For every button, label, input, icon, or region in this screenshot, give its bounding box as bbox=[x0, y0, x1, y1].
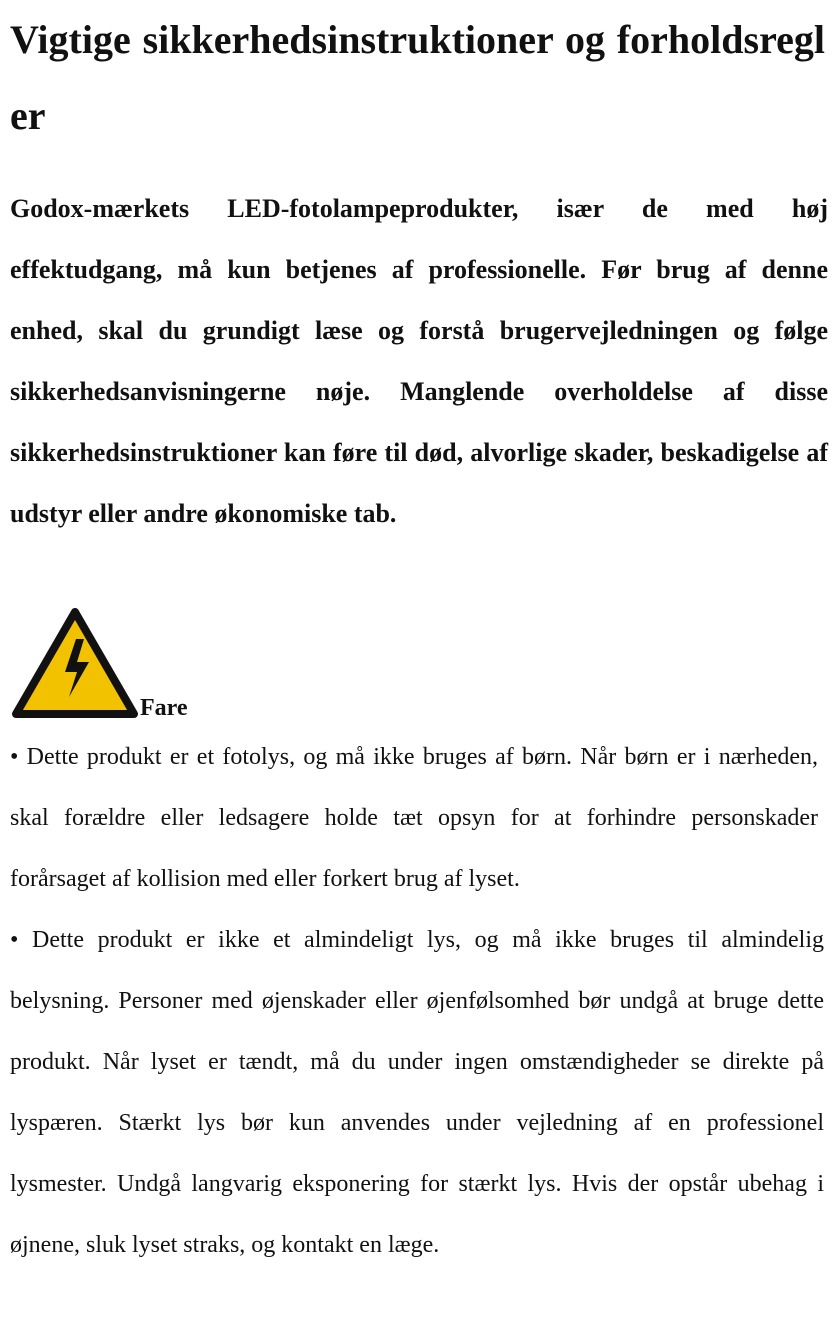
safety-bullet-children: • Dette produkt er et fotolys, og må ikke bruges af børn. Når børn er i nærheden, skal forældre eller ledsagere holde tæt opsyn for at forhindre personskader forårsaget af kollision med eller forkert brug af lyset. bbox=[10, 744, 818, 892]
document-title: Vigtige sikkerhedsinstruktioner og forholdsregler bbox=[10, 17, 825, 138]
safety-bullet-eye-safety: • Dette produkt er ikke et almindeligt lys, og må ikke bruges til almindelig belysning. Personer med øjenskader eller øjenfølsomhed bør undgå at bruge dette produkt. Når lyset er tændt, må du under ingen omstændigheder se direkte på lyspæren. Stærkt lys bør kun anvendes under vejledning af en professionel lysmester. Undgå langvarig eksponering for stærkt lys. Hvis der opstår ubehag i øjnene, sluk lyset straks, og kontakt en læge. bbox=[10, 927, 824, 1258]
danger-label: Fare bbox=[140, 695, 188, 721]
high-voltage-warning-icon bbox=[12, 608, 138, 718]
intro-paragraph: Godox-mærkets LED-fotolampeprodukter, især de med høj effektudgang, må kun betjenes af professionelle. Før brug af denne enhed, skal du grundigt læse og forstå brugervejledningen og følge sikkerhedsanvisningerne nøje. Manglende overholdelse af disse sikkerhedsinstruktioner kan føre til død, alvorlige skader, beskadigelse af udstyr eller andre økonomiske tab. bbox=[10, 194, 828, 528]
